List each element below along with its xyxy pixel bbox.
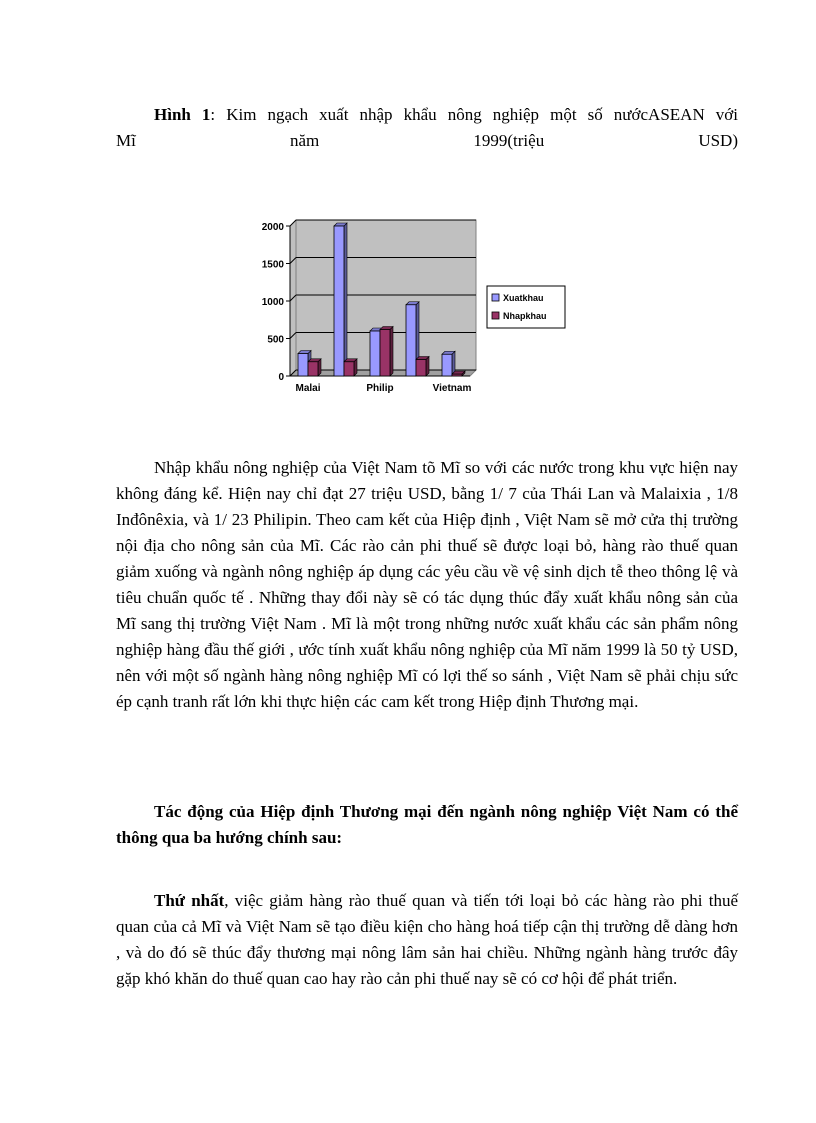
y-tick-label: 2000 [261, 222, 284, 233]
caption-label: Hình 1 [154, 105, 211, 124]
caption-word: USD) [698, 131, 738, 150]
bar-xuatkhau [298, 354, 308, 377]
x-category-label: Malai [295, 383, 321, 394]
chart-svg [240, 210, 580, 410]
caption-line-2 [116, 128, 738, 154]
bar-xuatkhau [370, 331, 380, 376]
caption-word: Mĩ [116, 131, 136, 150]
caption-word: năm [289, 131, 320, 150]
legend-label: Xuatkhau [503, 293, 544, 303]
caption-line-1 [116, 102, 738, 128]
bar-nhapkhau [416, 360, 426, 377]
paragraph-imports: Nhập khẩu nông nghiệp của Việt Nam tõ Mĩ so với các nước trong khu vực hiện nay không đáng kể. Hiện nay chỉ đạt 27 triệu USD, bằng 1/ 7 của Thái Lan và Malaixia , 1/8 Inđônêxia, và 1/ 23 Philipin. Theo cam kết của Hiệp định , Việt Nam sẽ mở cửa thị trường nội địa cho nông sản của Mĩ. Các rào cản phi thuế sẽ được loại bỏ, hàng rào thuế quan giảm xuống và ngành nông nghiệp áp dụng các yêu cầu về vệ sinh dịch tễ theo thông lệ và tiêu chuẩn quốc tế . Những thay đổi này sẽ có tác dụng thúc đẩy xuất khẩu nông sản của Mĩ sang thị trường Việt Nam . Mĩ là một trong những nước xuất khẩu các sản phẩm nông nghiệp hàng đầu thế giới , ước tính xuất khẩu nông nghiệp của Mĩ năm 1999 là 50 tỷ USD, nên với một số ngành hàng nông nghiệp Mĩ có lợi thế so sánh , Việt Nam sẽ phải chịu sức ép cạnh tranh rất lớn khi thực hiện các cam kết trong Hiệp định Thương mại. [116, 458, 738, 711]
y-tick-label: 1000 [261, 297, 284, 308]
legend-swatch [492, 294, 499, 301]
caption-word: 1999(triệu [473, 131, 545, 150]
y-tick-label: 1500 [261, 259, 284, 271]
bar-xuatkhau [442, 354, 452, 376]
bar-nhapkhau [344, 362, 354, 376]
section-heading: Tác động của Hiệp định Thương mại đến ngành nông nghiệp Việt Nam có thể thông qua ba hướng chính sau: [116, 802, 738, 847]
x-category-label: Philip [366, 383, 394, 394]
bar-nhapkhau [308, 362, 318, 376]
paragraph-text: , việc giảm hàng rào thuế quan và tiến tới loại bỏ các hàng rào phi thuế quan của cả Mĩ và Việt Nam sẽ tạo điều kiện cho hàng hoá tiếp cận thị trường dễ dàng hơn , và do đó sẽ thúc đẩy thương mại nông lâm sản hai chiều. Những ngành hàng trước đây gặp khó khăn do thuế quan cao hay rào cản phi thuế nay sẽ có cơ hội để phát triển. [116, 891, 738, 988]
bar-nhapkhau [452, 374, 462, 376]
bar-side [390, 327, 393, 377]
bar-xuatkhau [406, 305, 416, 376]
x-category-label: Vietnam [432, 383, 472, 394]
caption-text: : Kim ngạch xuất nhập khẩu nông nghiệp một số nướcASEAN với [210, 105, 738, 124]
paragraph-first-direction [116, 888, 738, 992]
y-tick-label: 500 [267, 334, 284, 346]
figure-caption [116, 102, 738, 154]
bar-side [344, 223, 347, 376]
bar-nhapkhau [380, 330, 390, 377]
legend-swatch [492, 312, 499, 319]
y-tick-label: 0 [278, 372, 284, 383]
legend-label: Nhapkhau [503, 311, 547, 321]
bar-xuatkhau [334, 226, 344, 376]
bar-chart [240, 210, 580, 410]
paragraph-lead: Thứ nhất [154, 891, 225, 910]
